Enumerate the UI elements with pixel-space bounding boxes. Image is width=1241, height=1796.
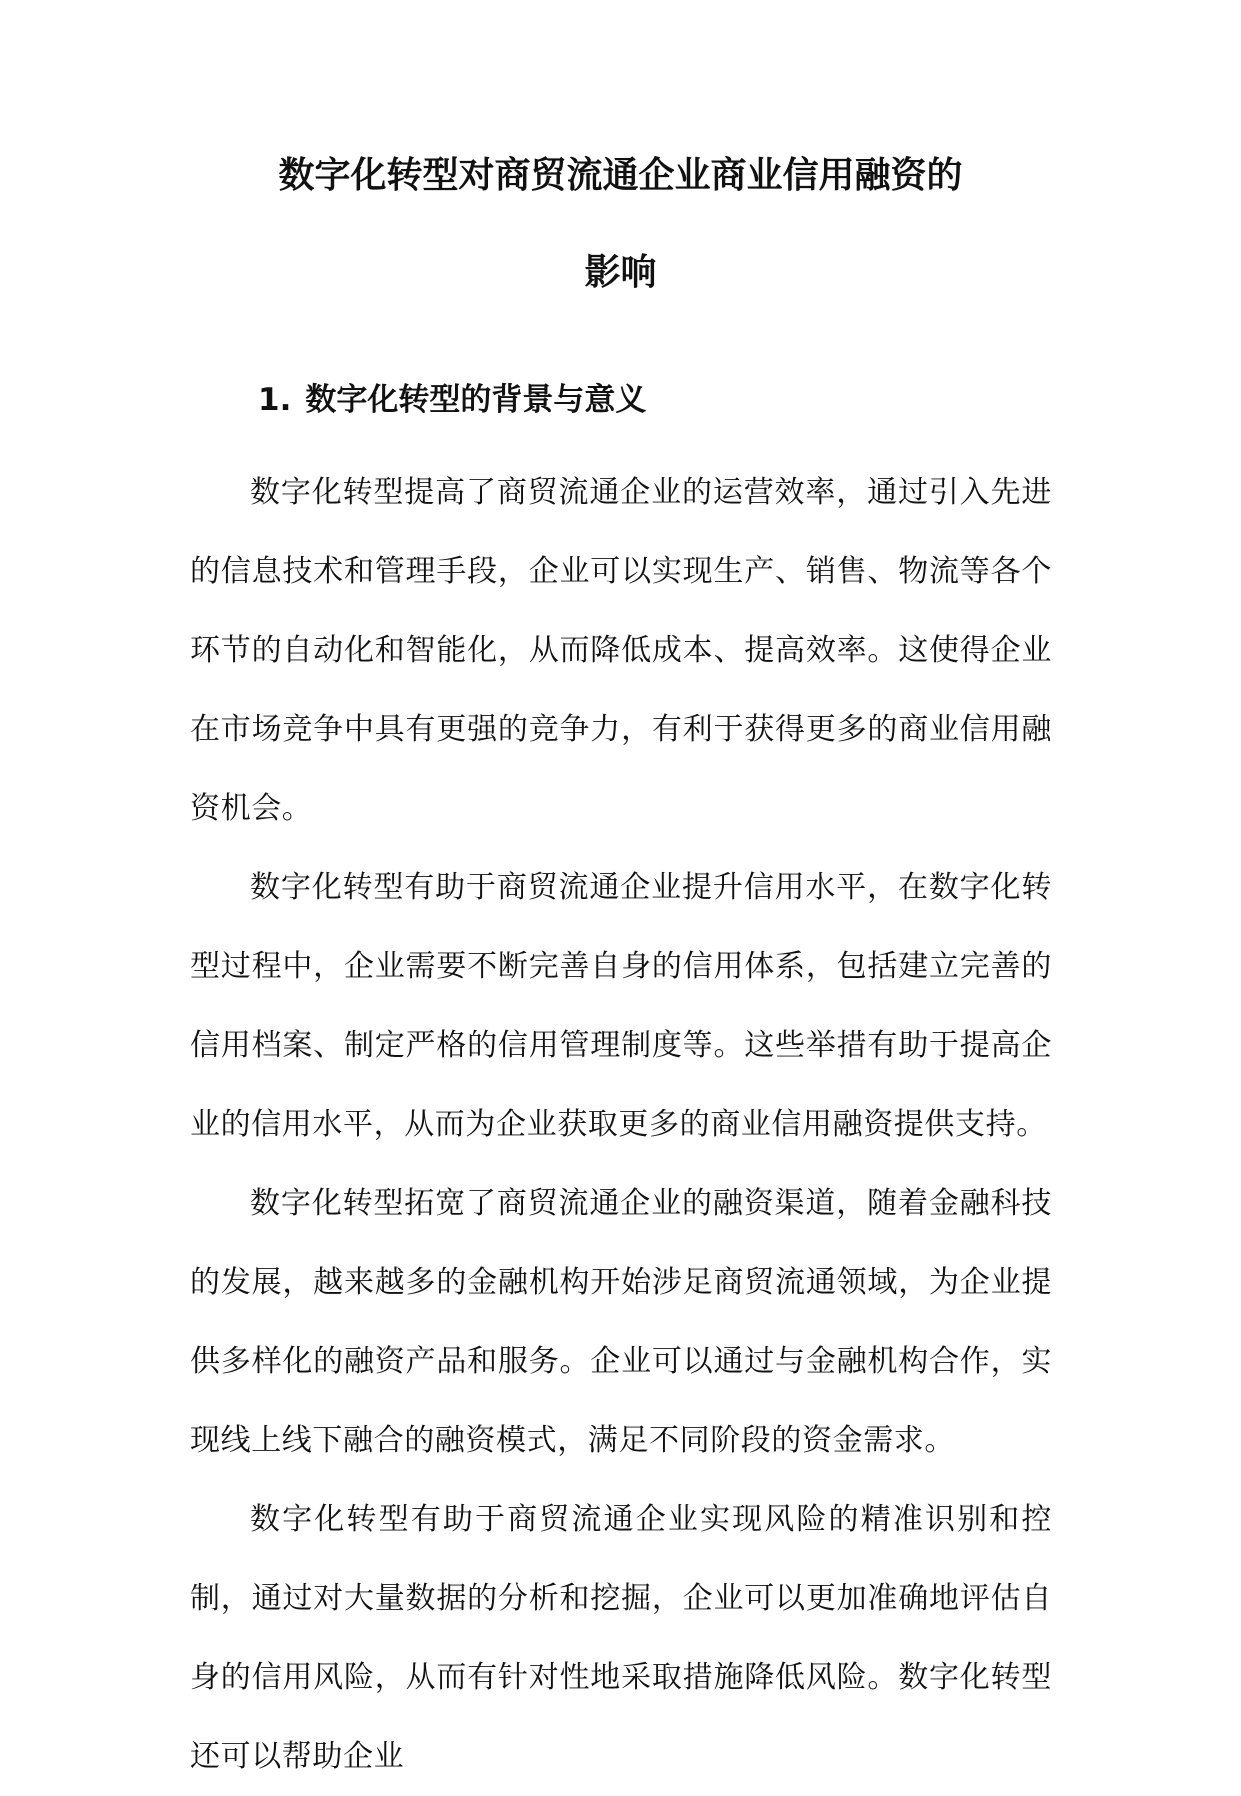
section-number: 1. [258,382,292,418]
section-heading-text: 数字化转型的背景与意义 [305,382,647,418]
paragraph-1: 数字化转型提高了商贸流通企业的运营效率，通过引入先进的信息技术和管理手段，企业可以实现生产、销售、物流等各个环节的自动化和智能化，从而降低成本、提高效率。这使得企业在市场竞争中具有更强的竞争力，有利于获得更多的商业信用融资机会。 [190,475,1052,826]
section-heading [258,379,646,421]
paragraph-4: 数字化转型有助于商贸流通企业实现风险的精准识别和控制，通过对大量数据的分析和挖掘，企业可以更加准确地评估自身的信用风险，从而有针对性地采取措施降低风险。数字化转型还可以帮助企业 [190,1502,1052,1774]
paragraph-2: 数字化转型有助于商贸流通企业提升信用水平，在数字化转型过程中，企业需要不断完善自身的信用体系，包括建立完善的信用档案、制定严格的信用管理制度等。这些举措有助于提高企业的信用水平，从而为企业获取更多的商业信用融资提供支持。 [190,870,1052,1142]
document-title-line-2: 影响 [584,252,657,293]
paragraph-3: 数字化转型拓宽了商贸流通企业的融资渠道，随着金融科技的发展，越来越多的金融机构开始涉足商贸流通领域，为企业提供多样化的融资产品和服务。企业可以通过与金融机构合作，实现线上线下融合的融资模式，满足不同阶段的资金需求。 [190,1186,1052,1458]
document-title-line-1: 数字化转型对商贸流通企业商业信用融资的 [278,155,963,196]
body-text [190,453,1052,1796]
